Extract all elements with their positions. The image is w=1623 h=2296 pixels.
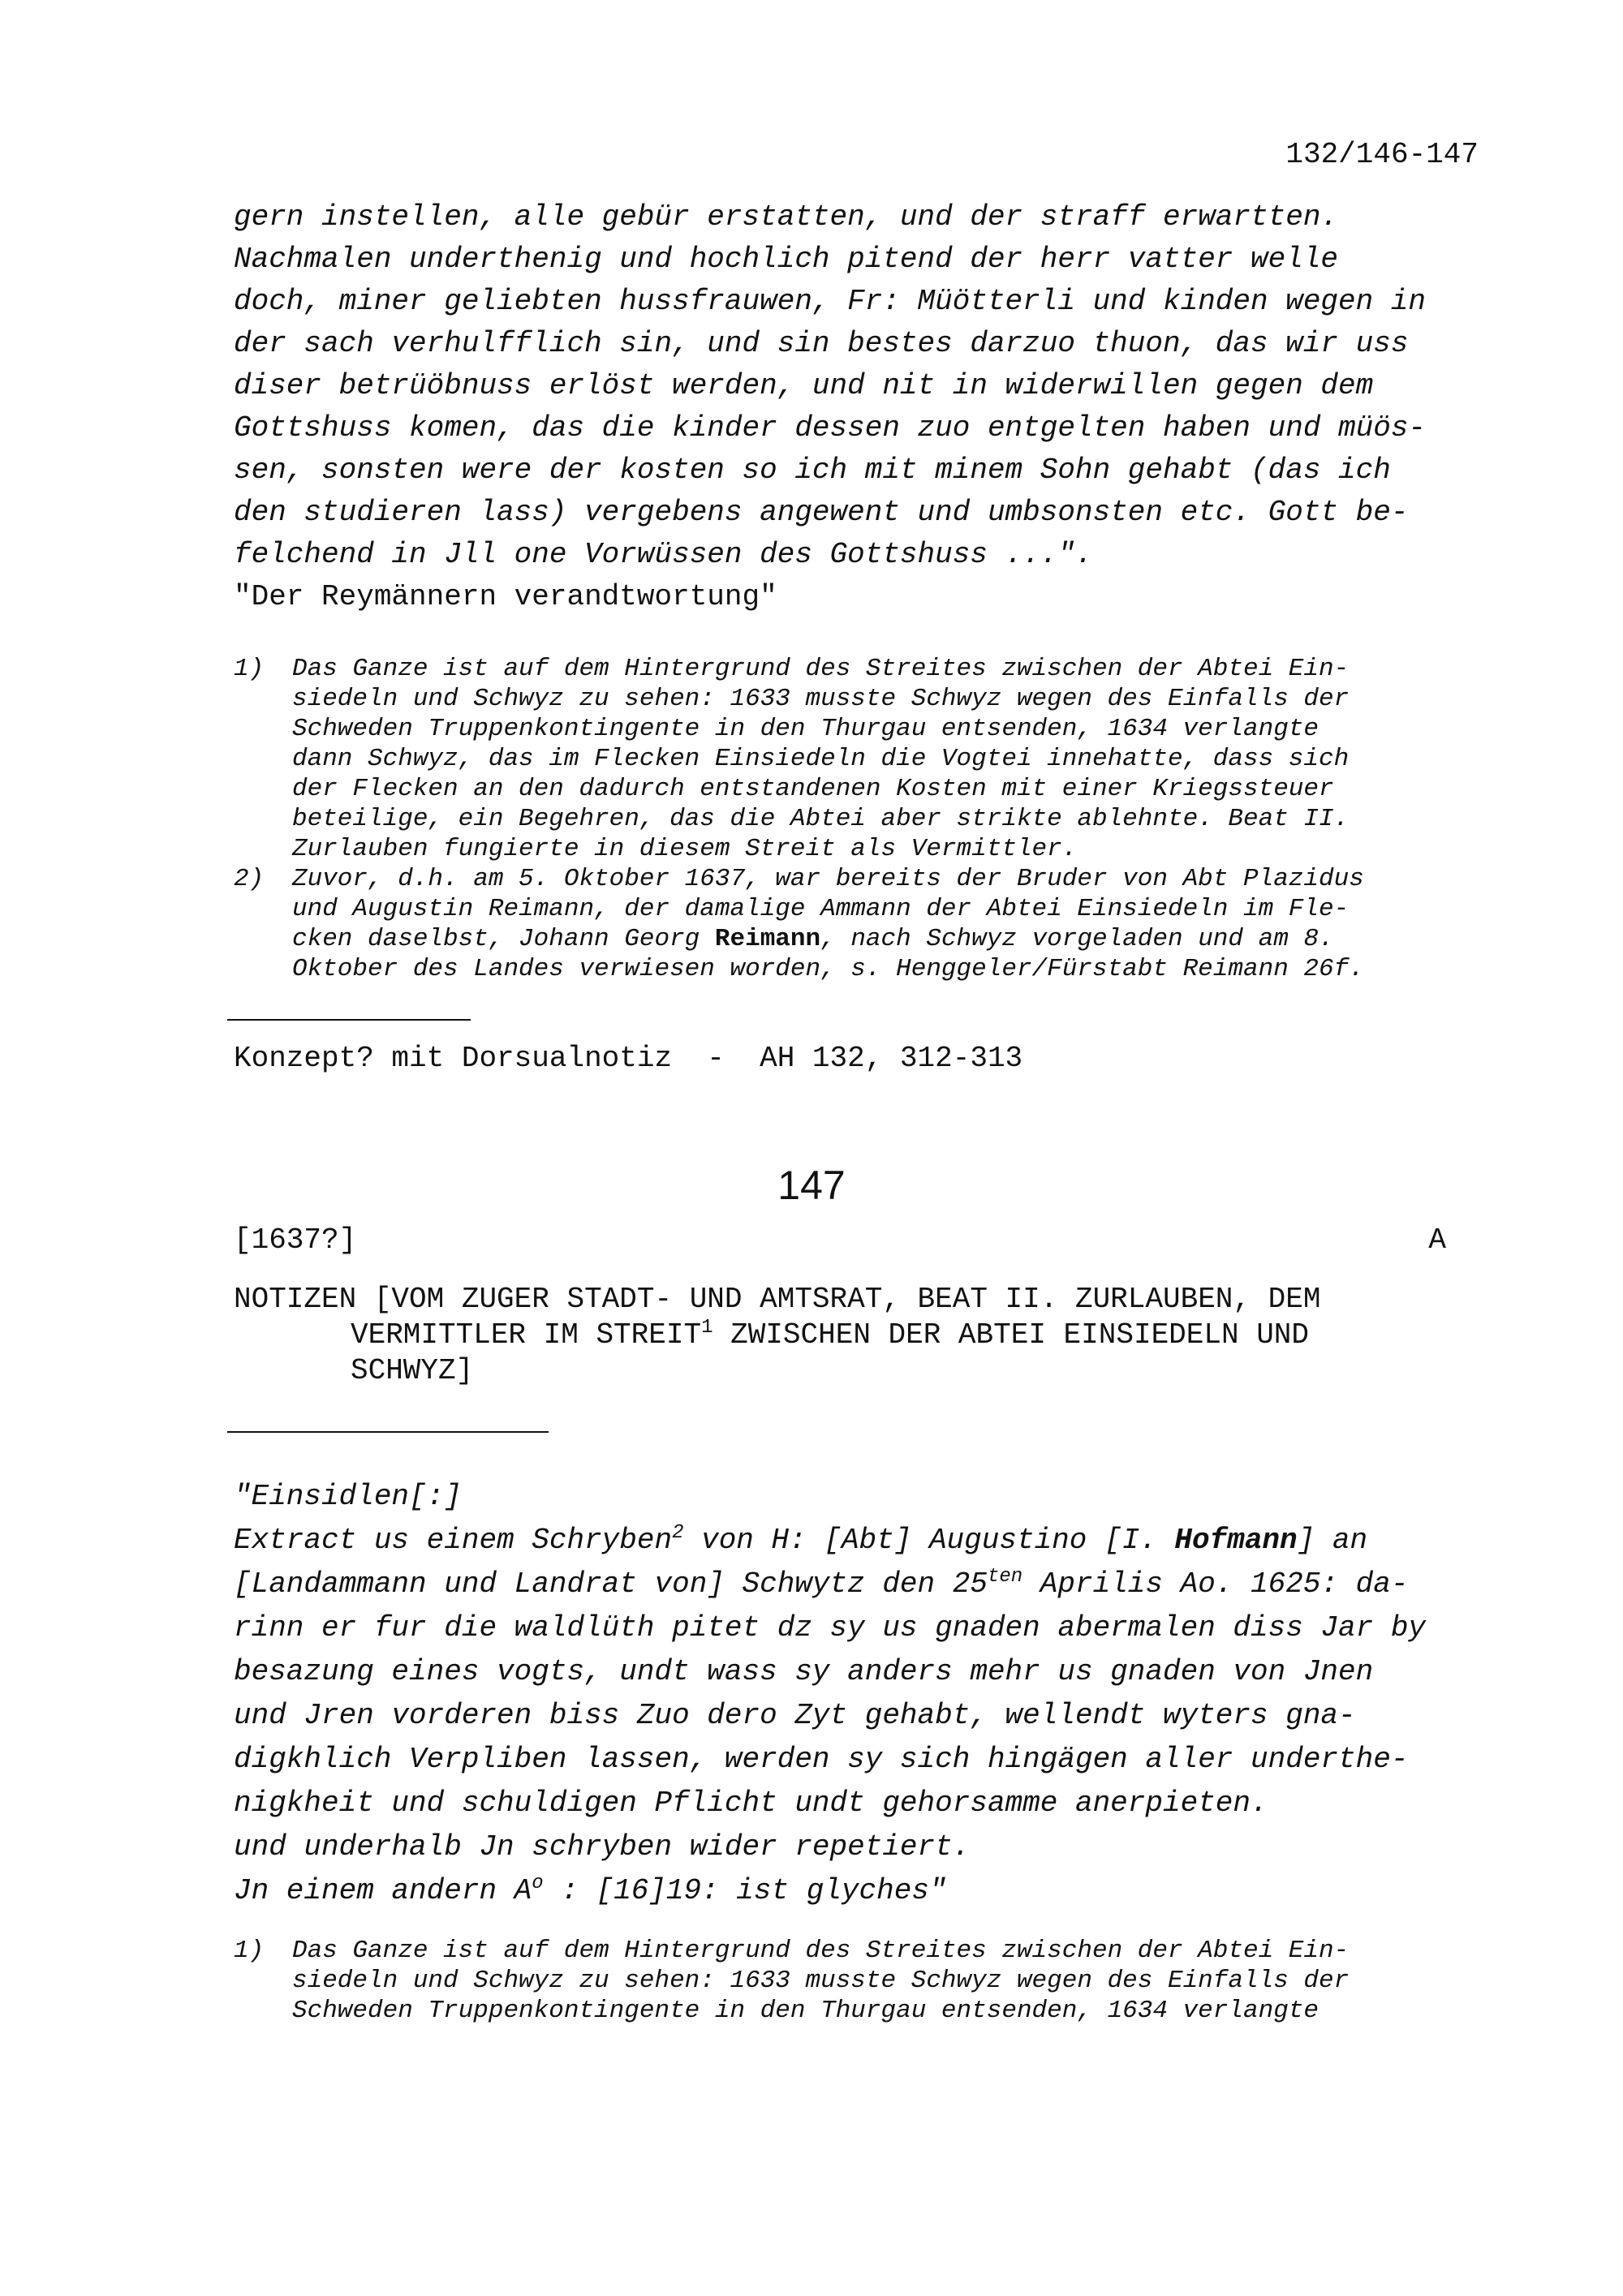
text-line: Jn einem andern $A^o$ : [16]19: ist glyches": [234, 1872, 947, 1907]
footnote-line: Zurlauben fungierte in diesem Streit als Vermittler.: [292, 835, 1078, 863]
text-line: der sach verhulfflich sin, und sin bestes darzuo thuon, das wir uss: [234, 327, 1409, 360]
superscript: ten: [987, 1566, 1023, 1588]
document-letter: A: [1428, 1223, 1446, 1257]
text-line: Extract us einem Schryben$^2$ von H: [Abt] Augustino [I. Hofmann] an: [234, 1522, 1368, 1557]
footnote-number: 1): [234, 1937, 265, 1965]
title-line: SCHWYZ]: [351, 1354, 474, 1387]
footnote-line: der Flecken an den dadurch entstandenen Kosten mit einer Kriegssteuer: [292, 775, 1334, 803]
document-number: 147: [777, 1163, 846, 1208]
footnote-line: Oktober des Landes verwiesen worden, s. Henggeler/Fürstabt Reimann 26f.: [292, 955, 1364, 983]
footnotes-bottom: [234, 1936, 1500, 2026]
text-line: [Landammann und Landrat von] Schwytz den $25^{ten}$ Aprilis Ao. 1625: da-: [234, 1566, 1409, 1601]
document-title: [234, 1282, 1500, 1389]
footnote-line: siedeln und Schwyz zu sehen: 1633 musste Schwyz wegen des Einfalls der: [292, 685, 1350, 713]
section-caption: "Der Reymännern verandtwortung": [234, 580, 777, 613]
quote-text: [234, 1475, 1500, 1913]
text-line: gern instellen, alle gebür erstatten, und der straff erwartten.: [234, 200, 1339, 234]
text-line: und underhalb Jn schryben wider repetiert.: [234, 1830, 971, 1864]
text-line: Nachmalen underthenig und hochlich pitend der herr vatter welle: [234, 243, 1339, 276]
text-line: felchend in Jll one Vorwüssen des Gottshuss ...".: [234, 538, 1093, 571]
title-line: NOTIZEN [VOM ZUGER STADT- UND AMTSRAT, BEAT II. ZURLAUBEN, DEM: [234, 1283, 1321, 1316]
footnote-line: und Augustin Reimann, der damalige Ammann der Abtei Einsiedeln im Fle-: [292, 895, 1350, 923]
footnote-line: Schweden Truppenkontingente in den Thurgau entsenden, 1634 verlangte: [292, 715, 1319, 743]
text-line: rinn er fur die waldlüth pitet dz sy us gnaden abermalen diss Jar by: [234, 1611, 1427, 1645]
continuation-text: [234, 196, 1500, 618]
document-date: [1637?]: [234, 1223, 357, 1257]
title-line: VERMITTLER IM STREIT$^1$ ZWISCHEN DER ABTEI EINSIEDELN UND: [351, 1317, 1310, 1352]
footnote-line: 1) Das Ganze ist auf dem Hintergrund des Streites zwischen der Abtei Ein-: [234, 655, 1350, 683]
text-line: den studieren lass) vergebens angewent und umbsonsten etc. Gott be-: [234, 496, 1409, 529]
text-line: Gottshuss komen, das die kinder dessen zuo entgelten haben und müös-: [234, 411, 1427, 445]
footnotes-top: [234, 654, 1500, 984]
source-note: Konzept? mit Dorsualnotiz - AH 132, 312-313: [234, 1042, 1023, 1075]
bold-name: Hofmann: [1174, 1524, 1298, 1557]
footnote-line: 2) Zuvor, d.h. am 5. Oktober 1637, war bereits der Bruder von Abt Plazidus: [234, 865, 1364, 893]
separator-rule: [227, 1019, 471, 1021]
text-line: digkhlich Verpliben lassen, werden sy sich hingägen aller underthe-: [234, 1743, 1409, 1776]
footnote-ref: 1: [701, 1317, 713, 1339]
footnote-number: 1): [234, 655, 265, 683]
footnote-line: beteilige, ein Begehren, das die Abtei aber strikte ablehnte. Beat II.: [292, 805, 1350, 833]
bold-name: Reimann: [714, 925, 821, 953]
text-line: doch, miner geliebten hussfrauwen, Fr: Müötterli und kinden wegen in: [234, 285, 1427, 318]
text-line: "Einsidlen[:]: [234, 1480, 462, 1513]
footnote-number: 2): [234, 865, 265, 893]
footnote-line: siedeln und Schwyz zu sehen: 1633 musste Schwyz wegen des Einfalls der: [292, 1967, 1350, 1995]
text-line: sen, sonsten were der kosten so ich mit minem Sohn gehabt (das ich: [234, 454, 1391, 487]
superscript: o: [532, 1872, 544, 1894]
footnote-line: dann Schwyz, das im Flecken Einsiedeln die Vogtei innehatte, dass sich: [292, 745, 1350, 773]
footnote-line: Schweden Truppenkontingente in den Thurgau entsenden, 1634 verlangte: [292, 1997, 1319, 2025]
footnote-line: 1) Das Ganze ist auf dem Hintergrund des Streites zwischen der Abtei Ein-: [234, 1937, 1350, 1965]
text-line: und Jren vorderen biss Zuo dero Zyt gehabt, wellendt wyters gna-: [234, 1699, 1356, 1732]
page-number: 132/146-147: [1285, 138, 1479, 171]
date-line: [234, 1223, 1446, 1257]
footnote-line: cken daselbst, Johann Georg Reimann, nach Schwyz vorgeladen und am 8.: [292, 925, 1334, 953]
text-line: diser betrüöbnuss erlöst werden, und nit in widerwillen gegen dem: [234, 369, 1374, 402]
text-line: nigkheit und schuldigen Pflicht undt gehorsamme anerpieten.: [234, 1786, 1268, 1820]
separator-rule: [227, 1431, 549, 1433]
text-line: besazung eines vogts, undt wass sy anders mehr us gnaden von Jnen: [234, 1655, 1374, 1688]
footnote-ref: 2: [672, 1522, 684, 1544]
